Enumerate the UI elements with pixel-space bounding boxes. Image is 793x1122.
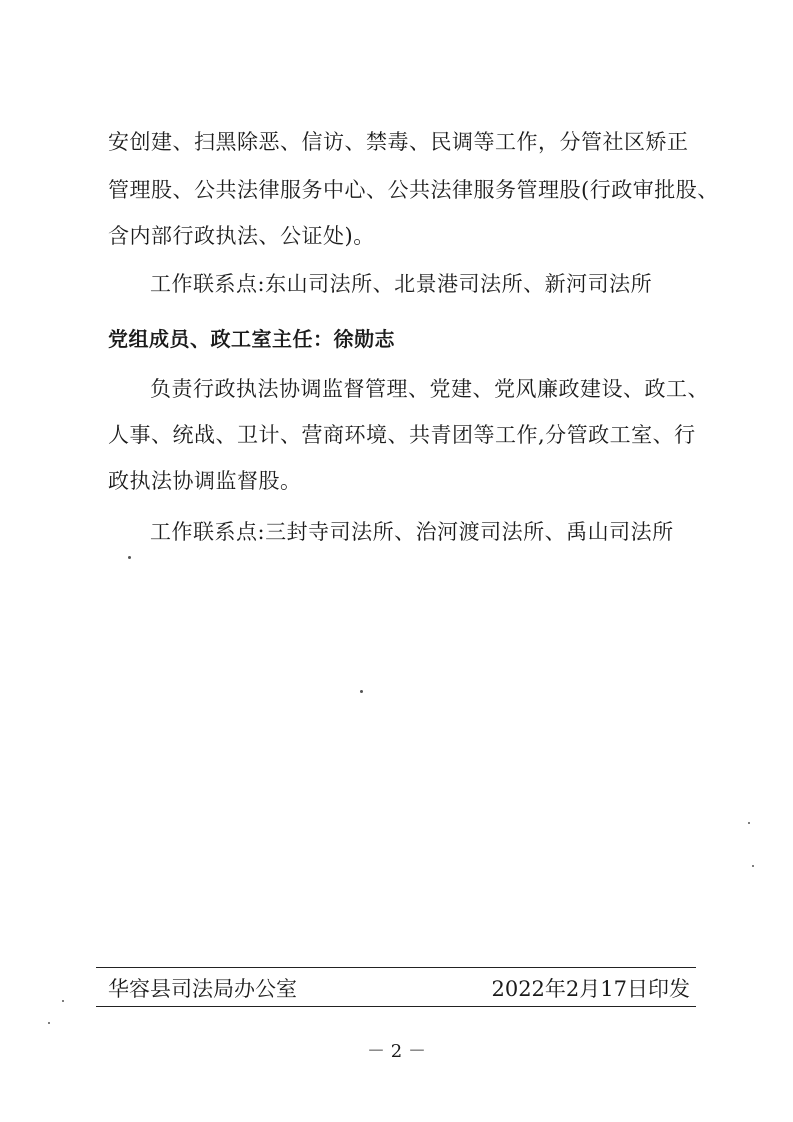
scan-speck (48, 1022, 50, 1024)
contact-points-2: 工作联系点:三封寺司法所、治河渡司法所、禹山司法所 (150, 520, 674, 544)
paragraph-2-line-1: 负责行政执法协调监督管理、党建、党风廉政建设、政工、 (150, 377, 709, 401)
scan-speck (128, 556, 131, 559)
footer-top-rule (96, 967, 696, 968)
paragraph-2-line-2: 人事、统战、卫计、营商环境、共青团等工作,分管政工室、行 (108, 423, 696, 447)
paragraph-1-line-1: 安创建、扫黑除恶、信访、禁毒、民调等工作，分管社区矫正 (108, 130, 689, 154)
paragraph-1-line-3: 含内部行政执法、公证处)。 (108, 224, 375, 248)
footer-issuer: 华容县司法局办公室 (108, 977, 297, 1001)
scan-speck (62, 1000, 64, 1002)
contact-points-1: 工作联系点:东山司法所、北景港司法所、新河司法所 (150, 272, 653, 296)
paragraph-2-line-3: 政执法协调监督股。 (108, 469, 302, 493)
paragraph-1-line-2: 管理股、公共法律服务中心、公共法律服务管理股(行政审批股、 (108, 178, 719, 202)
scan-speck (752, 865, 754, 867)
footer-date: 2022年2月17日印发 (491, 977, 690, 1001)
footer-bottom-rule (96, 1006, 696, 1007)
page-number: － 2 － (367, 1041, 426, 1062)
section-heading: 党组成员、政工室主任：徐勋志 (108, 327, 395, 351)
scan-speck (748, 822, 750, 824)
scan-speck (360, 690, 363, 693)
